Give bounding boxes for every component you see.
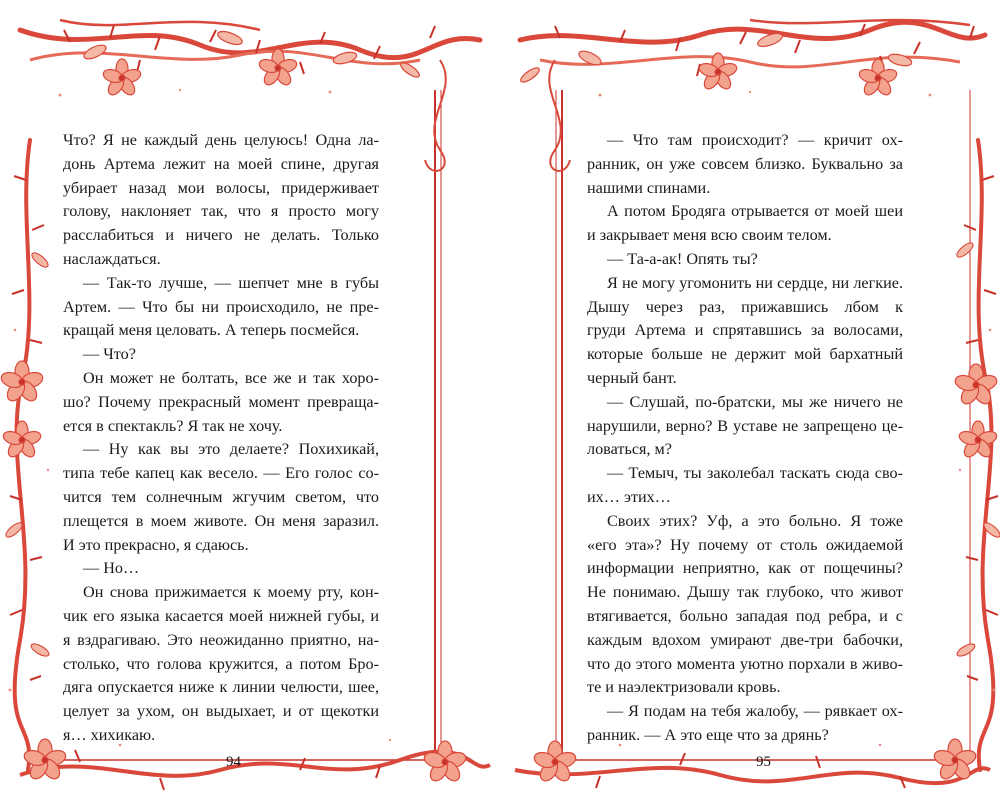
page-number: 94 — [226, 754, 241, 770]
text-line: груди Артема и спрятавшись за волосами, — [587, 321, 903, 340]
text-line: Он снова прижимается к моему рту, кон- — [83, 583, 379, 602]
page-number: 95 — [756, 754, 771, 770]
text-line: кращай меня целовать. А теперь посмейся. — [63, 321, 360, 340]
text-line: — Слушай, по-братски, мы же ничего не — [607, 392, 903, 411]
text-line: Что? Я не каждый день целуюсь! Одна ла- — [63, 131, 379, 149]
text-line: Я не могу угомонить ни сердце, ни легкие. — [607, 273, 903, 292]
right-page — [500, 0, 1000, 801]
text-line: ранник, он уже совсем близко. Буквально за — [587, 154, 903, 173]
text-line: ловаться, м? — [587, 440, 672, 459]
text-line: убирает назад мои волосы, придерживает — [63, 178, 379, 197]
text-line: целует за ухом, он выдыхает, и от щекотки — [63, 702, 379, 721]
text-line: шо? Почему прекрасный момент превраща- — [63, 392, 379, 411]
text-line: втягивается, больно западая под ребра, и с — [587, 606, 903, 625]
text-line: нарушили, верно? В уставе не запрещено це- — [587, 416, 903, 435]
text-line: «его эта»? Ну почему от столь ожидаемой — [587, 535, 903, 554]
text-line: я… хихикаю. — [63, 725, 156, 744]
text-line: ранник. — А это еще что за дрянь? — [587, 725, 829, 744]
text-line: наслаждаться. — [63, 249, 161, 268]
text-line: те и наэлектризовали кровь. — [587, 678, 781, 697]
text-line: — Что там происходит? — кричит ох- — [607, 131, 903, 149]
text-line: чится тем солнечным жгучим светом, что — [63, 487, 379, 506]
left-page-text — [63, 129, 379, 748]
text-line: — Та-а-ак! Опять ты? — [607, 249, 758, 268]
text-line: которые больше не держит мой бархатный — [587, 345, 903, 364]
text-line: плещется в моем животе. Он меня заразил. — [63, 511, 379, 530]
text-line: дяга опускается ниже к линии челюсти, шее, — [63, 678, 379, 697]
text-line: типа тебе капец как весело. — Его голос со- — [63, 464, 379, 483]
text-line: донь Артема лежит на моей спине, другая — [63, 154, 379, 173]
text-line: столько, что голова кружится, а потом Бро- — [63, 654, 379, 673]
text-line: ется в спектакль? Я так не хочу. — [63, 416, 283, 435]
text-line: Своих этих? Уф, а это больно. Я тоже — [607, 511, 903, 530]
text-line: — Так-то лучше, — шепчет мне в губы — [83, 273, 379, 292]
text-line: и закрывает меня всю своим телом. — [587, 226, 832, 245]
text-line: Артем. — Что бы ни происходило, не пре- — [63, 297, 379, 316]
text-line: И это прекрасно, я сдаюсь. — [63, 535, 249, 554]
text-line: — Темыч, ты заколебал таскать сюда сво- — [607, 464, 903, 483]
text-line: каждым вдохом умирают две-три бабочки, — [587, 630, 903, 649]
text-line: голову, наклоняет так, что я просто могу — [63, 202, 379, 221]
text-line: — Я подам на тебя жалобу, — рявкает ох- — [607, 702, 903, 721]
text-line: — Но… — [83, 559, 140, 578]
text-line: А потом Бродяга отрывается от моей шеи — [607, 202, 903, 221]
text-line: нашими спинами. — [587, 178, 711, 197]
text-line: — Что? — [83, 345, 136, 364]
text-line: — Ну как вы это делаете? Похихикай, — [83, 440, 379, 459]
text-line: информации неприятно, как от пощечины? — [587, 559, 903, 578]
text-line: Дышу через раз, прижавшись лбом к — [587, 297, 903, 316]
text-line: черный бант. — [587, 368, 677, 387]
text-line: Он может не болтать, все же и так хоро- — [83, 368, 379, 387]
text-line: Не понимаю. Дышу так глубоко, что живот — [587, 583, 903, 602]
text-line: что до этого момента уютно порхали в живо- — [587, 654, 903, 673]
text-line: их… этих… — [587, 487, 671, 506]
text-line: чик его языка касается моей нижней губы, и — [63, 606, 379, 625]
text-line: я вздрагиваю. Это неожиданно приятно, на- — [63, 630, 379, 649]
text-line: расслабиться и ничего не делать. Только — [63, 226, 379, 245]
right-page-text — [587, 129, 903, 748]
